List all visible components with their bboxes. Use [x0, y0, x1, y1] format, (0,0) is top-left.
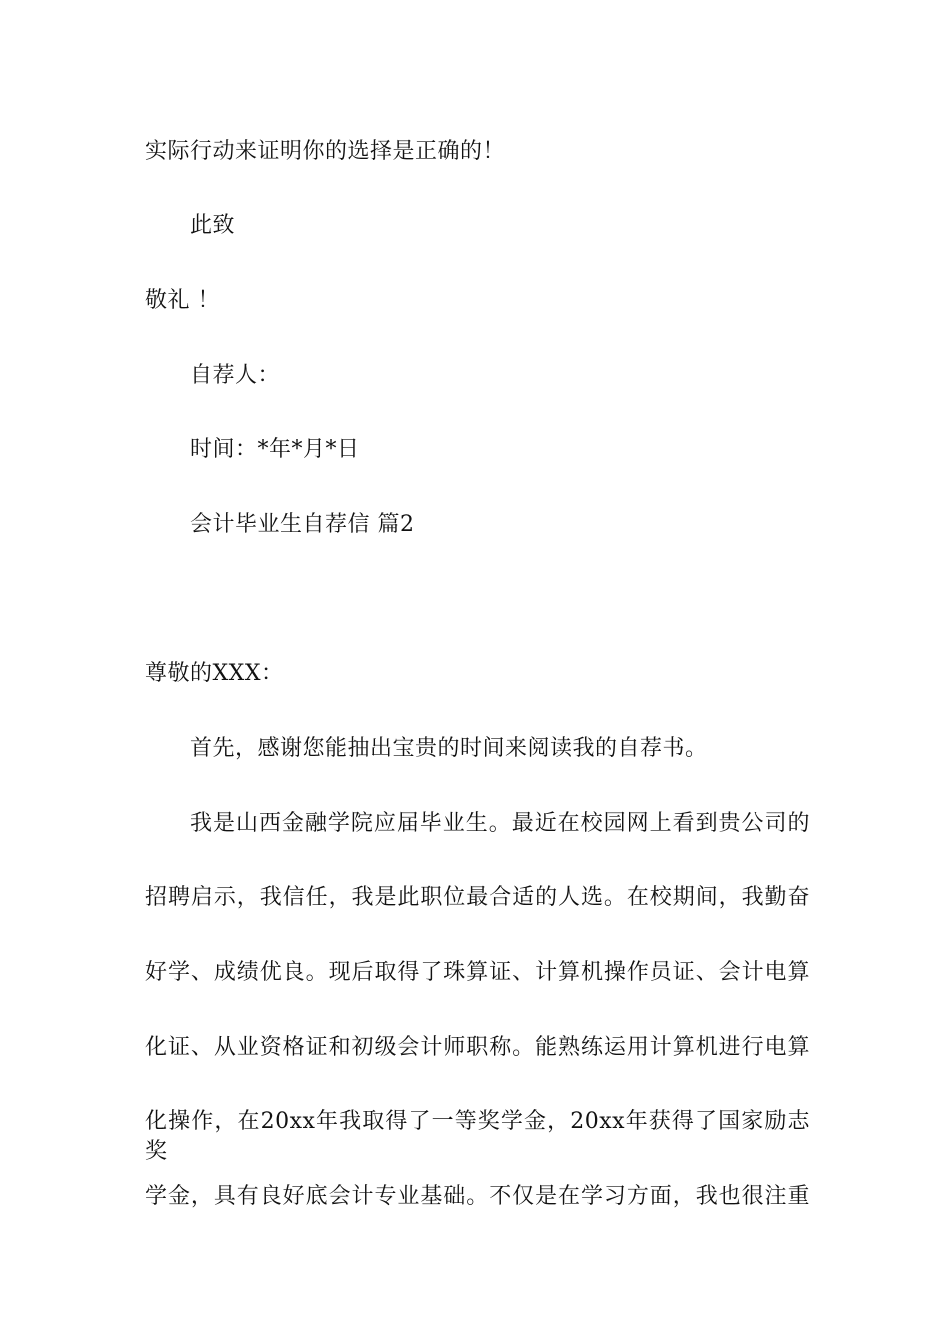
- section-heading: 会计毕业生自荐信 篇2: [190, 512, 415, 537]
- letter2-greeting: 尊敬的XXX：: [145, 661, 284, 686]
- letter1-signature-label: 自荐人：: [190, 363, 281, 388]
- letter2-paragraph-2-line-4: 化证、从业资格证和初级会计师职称。能熟练运用计算机进行电算: [145, 1035, 810, 1060]
- letter1-date-line: 时间：*年*月*日: [190, 437, 360, 462]
- letter2-paragraph-2-line-5: 化操作，在20xx年我取得了一等奖学金，20xx年获得了国家励志奖: [145, 1109, 810, 1164]
- letter1-last-line: 实际行动来证明你的选择是正确的！: [145, 139, 506, 164]
- letter2-paragraph-2-line-6: 学金，具有良好底会计专业基础。不仅是在学习方面，我也很注重: [145, 1184, 810, 1209]
- letter2-paragraph-2-line-3: 好学、成绩优良。现后取得了珠算证、计算机操作员证、会计电算: [145, 960, 810, 985]
- letter1-salutation: 此致: [190, 213, 236, 238]
- letter2-paragraph-2-line-1: 我是山西金融学院应届毕业生。最近在校园网上看到贵公司的: [190, 811, 810, 836]
- letter1-regards: 敬礼 ！: [145, 288, 220, 313]
- letter2-paragraph-1: 首先，感谢您能抽出宝贵的时间来阅读我的自荐书。: [190, 736, 708, 761]
- letter2-paragraph-2-line-2: 招聘启示，我信任，我是此职位最合适的人选。在校期间，我勤奋: [145, 885, 810, 910]
